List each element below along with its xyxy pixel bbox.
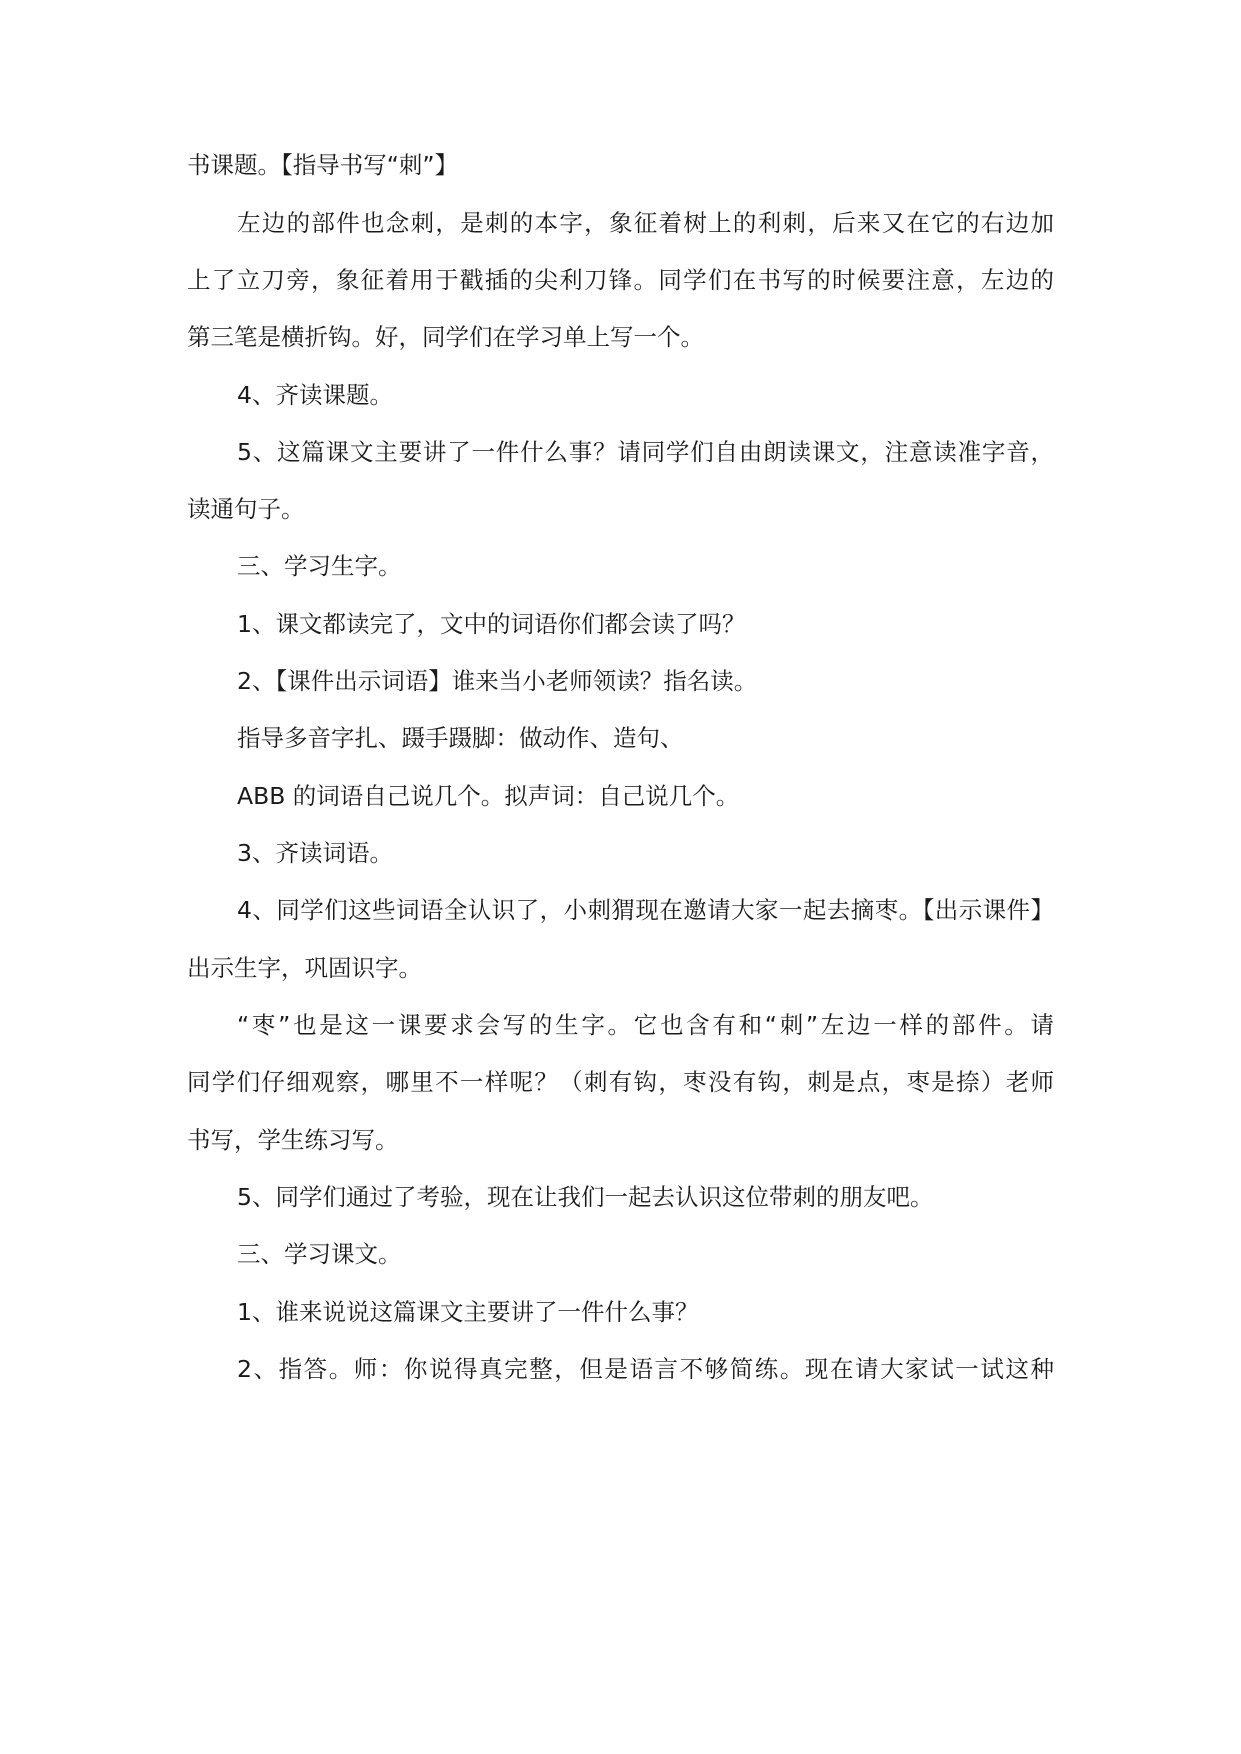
text-line: ABB 的词语自己说几个。拟声词：自己说几个。	[237, 782, 740, 810]
text-line: 书课题。【指导书写“刺”】	[187, 151, 459, 179]
text-line: 书写，学生练习写。	[187, 1126, 399, 1154]
text-line: 第三笔是横折钩。好，同学们在学习单上写一个。	[187, 323, 704, 351]
text-line: 读通句子。	[187, 495, 305, 523]
text-line: 左边的部件也念刺，是刺的本字，象征着树上的利刺，后来又在它的右边加	[237, 209, 1054, 237]
text-line: 三、学习课文。	[237, 1240, 402, 1268]
text-line: 上了立刀旁，象征着用于戳插的尖利刀锋。同学们在书写的时候要注意，左边的	[187, 266, 1054, 294]
text-line: 2、【课件出示词语】谁来当小老师领读？指名读。	[237, 667, 758, 695]
text-line: 出示生字，巩固识字。	[187, 954, 422, 982]
text-line: 1、课文都读完了，文中的词语你们都会读了吗？	[237, 610, 746, 638]
text-line: 2、指答。师：你说得真完整，但是语言不够简练。现在请大家试一试这种	[237, 1355, 1054, 1383]
text-line: 5、同学们通过了考验，现在让我们一起去认识这位带刺的朋友吧。	[237, 1183, 934, 1211]
text-line: 4、齐读课题。	[237, 381, 393, 409]
text-line: “枣”也是这一课要求会写的生字。它也含有和“刺”左边一样的部件。请	[237, 1011, 1054, 1039]
text-line: 4、同学们这些词语全认识了，小刺猬现在邀请大家一起去摘枣。【出示课件】	[237, 896, 1054, 924]
text-line: 同学们仔细观察，哪里不一样呢？（刺有钩，枣没有钩，刺是点，枣是捺）老师	[187, 1068, 1054, 1096]
text-line: 三、学习生字。	[237, 552, 402, 580]
text-line: 指导多音字扎、蹑手蹑脚：做动作、造句、	[237, 724, 684, 752]
text-line: 5、这篇课文主要讲了一件什么事？请同学们自由朗读课文，注意读准字音，	[237, 438, 1054, 466]
text-line: 1、谁来说说这篇课文主要讲了一件什么事？	[237, 1298, 699, 1326]
text-line: 3、齐读词语。	[237, 839, 393, 867]
